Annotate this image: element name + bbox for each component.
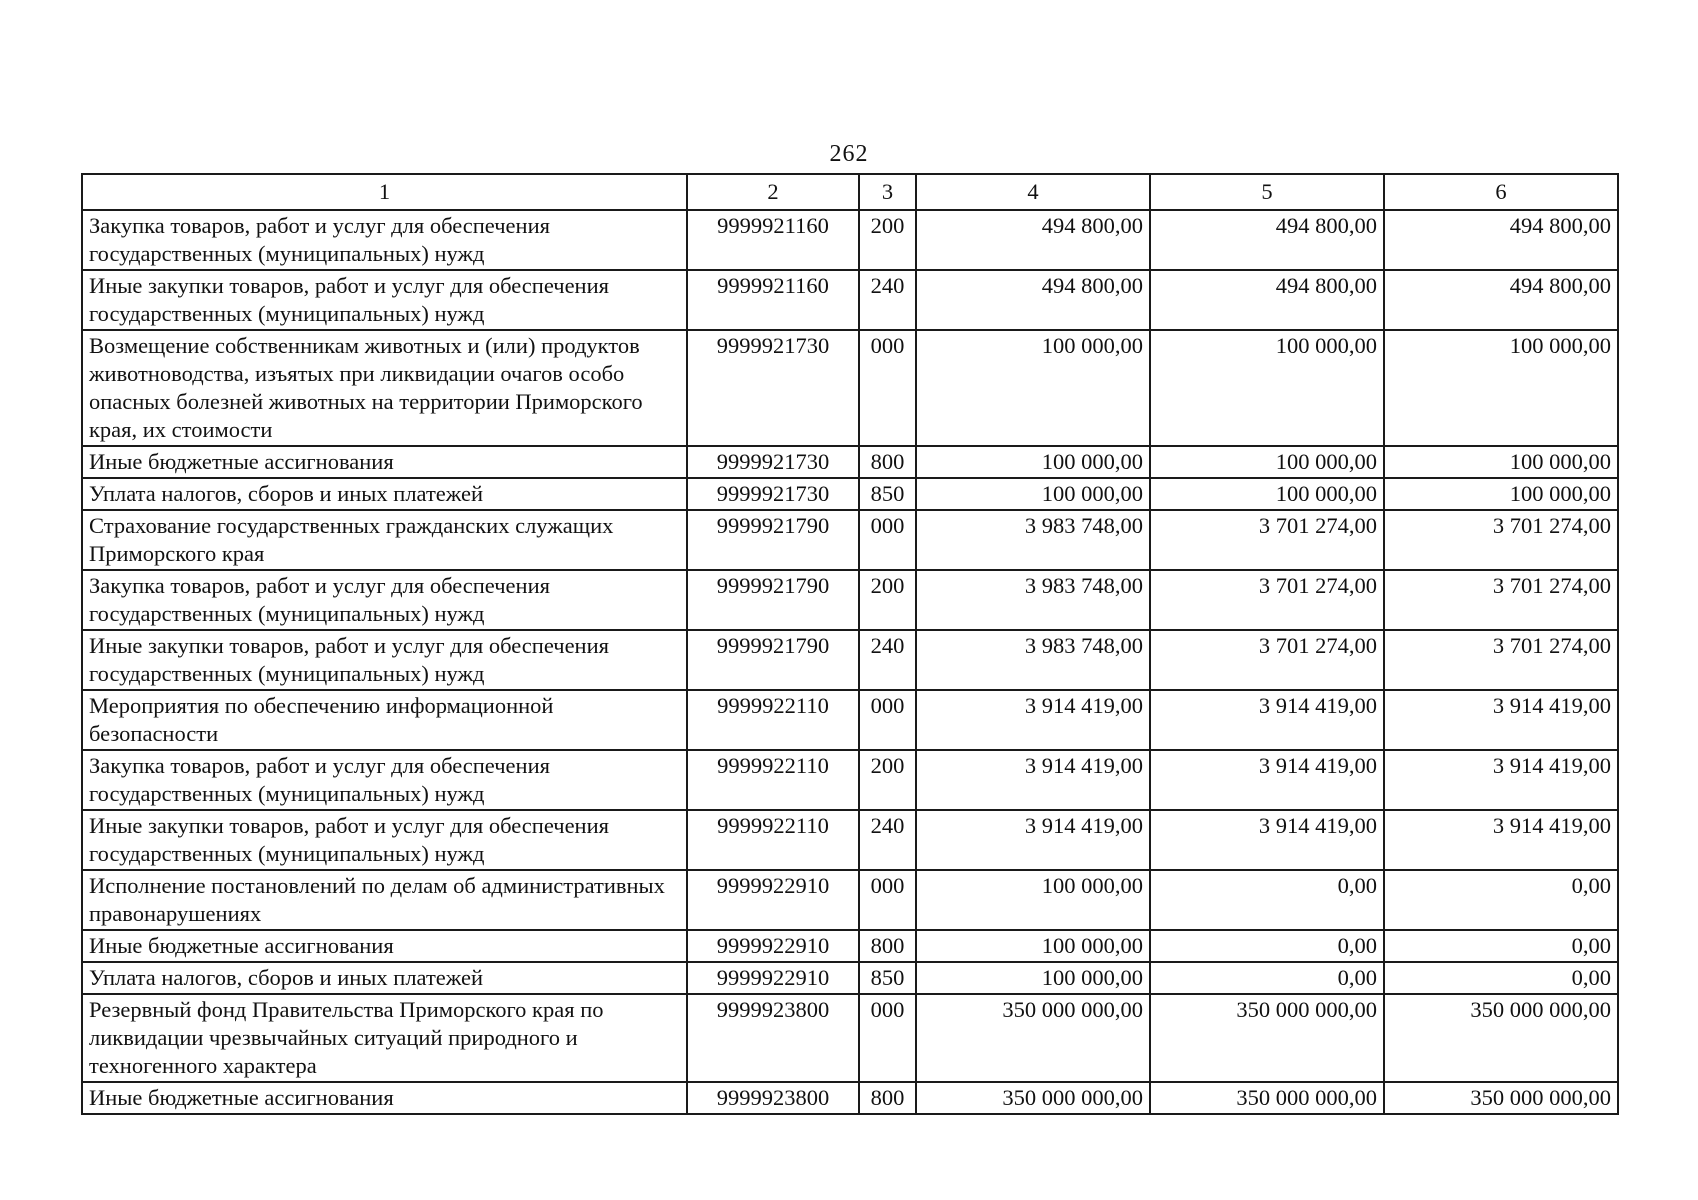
expense-type-cell: 240 <box>859 810 916 870</box>
amount-col5-cell: 3 701 274,00 <box>1150 510 1384 570</box>
amount-col4-cell: 100 000,00 <box>916 870 1150 930</box>
target-code-cell: 9999922910 <box>687 930 859 962</box>
amount-col4-cell: 100 000,00 <box>916 930 1150 962</box>
expense-type-cell: 800 <box>859 930 916 962</box>
amount-col4-cell: 494 800,00 <box>916 270 1150 330</box>
amount-col5-cell: 3 914 419,00 <box>1150 810 1384 870</box>
target-code-cell: 9999921790 <box>687 630 859 690</box>
table-row <box>82 570 1618 630</box>
target-code-cell: 9999921790 <box>687 570 859 630</box>
amount-col4-cell: 3 914 419,00 <box>916 810 1150 870</box>
amount-col5-cell: 350 000 000,00 <box>1150 1082 1384 1114</box>
target-code-cell: 9999921730 <box>687 446 859 478</box>
amount-col6-cell: 3 914 419,00 <box>1384 810 1618 870</box>
amount-col5-cell: 100 000,00 <box>1150 330 1384 446</box>
column-header: 2 <box>687 174 859 210</box>
amount-col4-cell: 100 000,00 <box>916 962 1150 994</box>
target-code-cell: 9999921790 <box>687 510 859 570</box>
expense-type-cell: 850 <box>859 478 916 510</box>
table-row <box>82 750 1618 810</box>
amount-col4-cell: 3 983 748,00 <box>916 630 1150 690</box>
amount-col4-cell: 3 914 419,00 <box>916 750 1150 810</box>
table-row <box>82 930 1618 962</box>
amount-col5-cell: 0,00 <box>1150 930 1384 962</box>
amount-col6-cell: 0,00 <box>1384 930 1618 962</box>
row-name-cell: Резервный фонд Правительства Приморского края по ликвидации чрезвычайных ситуаций природного и техногенного характера <box>82 994 687 1082</box>
amount-col5-cell: 100 000,00 <box>1150 446 1384 478</box>
amount-col4-cell: 350 000 000,00 <box>916 1082 1150 1114</box>
amount-col4-cell: 100 000,00 <box>916 446 1150 478</box>
expense-type-cell: 850 <box>859 962 916 994</box>
amount-col4-cell: 3 983 748,00 <box>916 510 1150 570</box>
expense-type-cell: 800 <box>859 1082 916 1114</box>
amount-col6-cell: 350 000 000,00 <box>1384 1082 1618 1114</box>
row-name-cell: Иные закупки товаров, работ и услуг для обеспечения государственных (муниципальных) нужд <box>82 630 687 690</box>
amount-col5-cell: 0,00 <box>1150 870 1384 930</box>
row-name-cell: Уплата налогов, сборов и иных платежей <box>82 478 687 510</box>
row-name-cell: Закупка товаров, работ и услуг для обеспечения государственных (муниципальных) нужд <box>82 210 687 270</box>
table-row <box>82 478 1618 510</box>
page-number: 262 <box>829 141 869 167</box>
amount-col6-cell: 3 701 274,00 <box>1384 510 1618 570</box>
table-row <box>82 210 1618 270</box>
table-row <box>82 810 1618 870</box>
amount-col6-cell: 100 000,00 <box>1384 330 1618 446</box>
table-body <box>82 210 1618 1114</box>
amount-col6-cell: 494 800,00 <box>1384 210 1618 270</box>
amount-col5-cell: 350 000 000,00 <box>1150 994 1384 1082</box>
target-code-cell: 9999921730 <box>687 478 859 510</box>
amount-col4-cell: 100 000,00 <box>916 478 1150 510</box>
amount-col5-cell: 494 800,00 <box>1150 210 1384 270</box>
table-row <box>82 1082 1618 1114</box>
row-name-cell: Иные бюджетные ассигнования <box>82 446 687 478</box>
table-row <box>82 270 1618 330</box>
target-code-cell: 9999922110 <box>687 810 859 870</box>
expense-type-cell: 200 <box>859 750 916 810</box>
target-code-cell: 9999921160 <box>687 270 859 330</box>
amount-col5-cell: 3 914 419,00 <box>1150 690 1384 750</box>
table-row <box>82 962 1618 994</box>
row-name-cell: Мероприятия по обеспечению информационной безопасности <box>82 690 687 750</box>
target-code-cell: 9999921730 <box>687 330 859 446</box>
row-name-cell: Иные закупки товаров, работ и услуг для обеспечения государственных (муниципальных) нужд <box>82 270 687 330</box>
amount-col4-cell: 350 000 000,00 <box>916 994 1150 1082</box>
expense-type-cell: 000 <box>859 870 916 930</box>
column-header: 5 <box>1150 174 1384 210</box>
amount-col6-cell: 494 800,00 <box>1384 270 1618 330</box>
amount-col6-cell: 0,00 <box>1384 962 1618 994</box>
amount-col6-cell: 3 701 274,00 <box>1384 570 1618 630</box>
expense-type-cell: 000 <box>859 510 916 570</box>
table-row <box>82 690 1618 750</box>
expense-type-cell: 800 <box>859 446 916 478</box>
target-code-cell: 9999922110 <box>687 690 859 750</box>
row-name-cell: Страхование государственных гражданских служащих Приморского края <box>82 510 687 570</box>
amount-col6-cell: 3 914 419,00 <box>1384 750 1618 810</box>
target-code-cell: 9999923800 <box>687 1082 859 1114</box>
row-name-cell: Закупка товаров, работ и услуг для обеспечения государственных (муниципальных) нужд <box>82 750 687 810</box>
amount-col4-cell: 100 000,00 <box>916 330 1150 446</box>
row-name-cell: Возмещение собственникам животных и (или) продуктов животноводства, изъятых при ликвидации очагов особо опасных болезней животных на территории Приморского края, их стоимости <box>82 330 687 446</box>
amount-col6-cell: 350 000 000,00 <box>1384 994 1618 1082</box>
expense-type-cell: 000 <box>859 690 916 750</box>
expense-type-cell: 200 <box>859 210 916 270</box>
table-row <box>82 630 1618 690</box>
amount-col4-cell: 494 800,00 <box>916 210 1150 270</box>
table-row <box>82 870 1618 930</box>
row-name-cell: Иные бюджетные ассигнования <box>82 1082 687 1114</box>
amount-col5-cell: 0,00 <box>1150 962 1384 994</box>
amount-col5-cell: 100 000,00 <box>1150 478 1384 510</box>
row-name-cell: Исполнение постановлений по делам об административных правонарушениях <box>82 870 687 930</box>
target-code-cell: 9999922910 <box>687 962 859 994</box>
expense-type-cell: 200 <box>859 570 916 630</box>
expense-type-cell: 240 <box>859 270 916 330</box>
table-row <box>82 330 1618 446</box>
amount-col4-cell: 3 914 419,00 <box>916 690 1150 750</box>
target-code-cell: 9999922110 <box>687 750 859 810</box>
expense-type-cell: 240 <box>859 630 916 690</box>
amount-col6-cell: 0,00 <box>1384 870 1618 930</box>
amount-col5-cell: 3 701 274,00 <box>1150 570 1384 630</box>
target-code-cell: 9999922910 <box>687 870 859 930</box>
amount-col6-cell: 100 000,00 <box>1384 478 1618 510</box>
target-code-cell: 9999923800 <box>687 994 859 1082</box>
budget-table <box>81 173 1619 1115</box>
column-header: 1 <box>82 174 687 210</box>
expense-type-cell: 000 <box>859 994 916 1082</box>
table-row <box>82 510 1618 570</box>
expense-type-cell: 000 <box>859 330 916 446</box>
row-name-cell: Уплата налогов, сборов и иных платежей <box>82 962 687 994</box>
column-header: 3 <box>859 174 916 210</box>
amount-col6-cell: 100 000,00 <box>1384 446 1618 478</box>
row-name-cell: Закупка товаров, работ и услуг для обеспечения государственных (муниципальных) нужд <box>82 570 687 630</box>
header-row <box>82 174 1618 210</box>
amount-col5-cell: 3 701 274,00 <box>1150 630 1384 690</box>
amount-col6-cell: 3 914 419,00 <box>1384 690 1618 750</box>
table-row <box>82 446 1618 478</box>
amount-col6-cell: 3 701 274,00 <box>1384 630 1618 690</box>
row-name-cell: Иные бюджетные ассигнования <box>82 930 687 962</box>
column-header: 6 <box>1384 174 1618 210</box>
amount-col5-cell: 494 800,00 <box>1150 270 1384 330</box>
row-name-cell: Иные закупки товаров, работ и услуг для обеспечения государственных (муниципальных) нужд <box>82 810 687 870</box>
amount-col5-cell: 3 914 419,00 <box>1150 750 1384 810</box>
amount-col4-cell: 3 983 748,00 <box>916 570 1150 630</box>
column-header: 4 <box>916 174 1150 210</box>
table-row <box>82 994 1618 1082</box>
target-code-cell: 9999921160 <box>687 210 859 270</box>
